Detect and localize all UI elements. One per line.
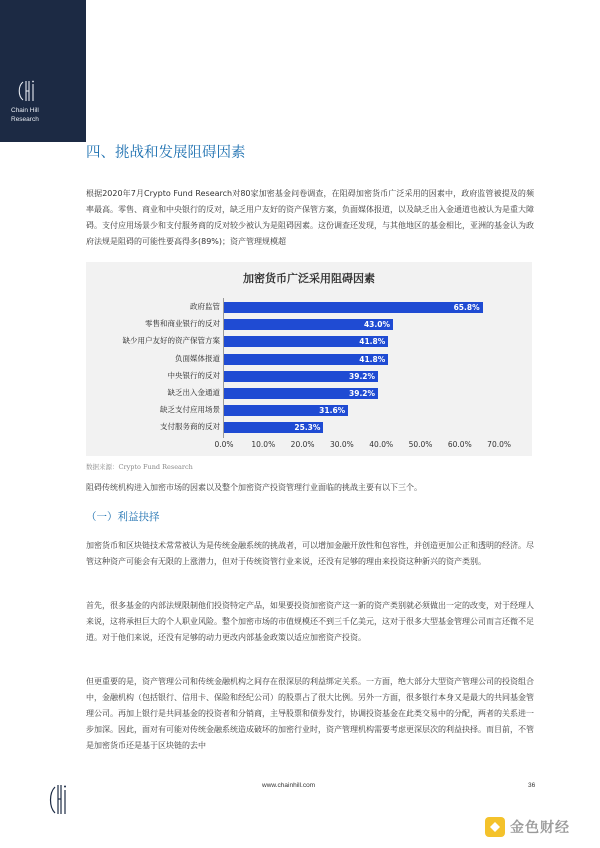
footer-logo-icon — [46, 781, 72, 817]
watermark-logo-icon — [484, 816, 506, 838]
chart-value-label: 43.0% — [363, 320, 390, 330]
footer-url[interactable]: www.chainhill.com — [262, 782, 316, 789]
chart-value-label: 39.2% — [349, 371, 376, 381]
source-note: 数据来源：Crypto Fund Research — [86, 463, 193, 471]
chart-x-tick-label: 60.0% — [447, 440, 472, 449]
sub-heading: （一）利益抉择 — [86, 511, 160, 523]
chart-x-tick-label: 30.0% — [329, 440, 354, 449]
chart-x-tick-label: 20.0% — [290, 440, 315, 449]
chart-category-label: 政府监管 — [190, 302, 220, 311]
chart-x-tick-label: 70.0% — [487, 440, 512, 449]
chart-category-label: 负面媒体报道 — [175, 353, 220, 363]
brand-name-line2: Research — [11, 116, 39, 123]
chart-category-label: 缺少用户友好的资产保管方案 — [122, 336, 220, 346]
chart-x-tick-label: 0.0% — [214, 440, 234, 449]
chart-value-label: 41.8% — [359, 337, 386, 347]
chart-value-label: 31.6% — [319, 406, 346, 416]
watermark-text: 金色财经 — [510, 820, 570, 836]
brand-sidebar-block — [0, 0, 86, 142]
watermark — [484, 816, 570, 838]
chart-x-tick-label: 10.0% — [251, 440, 276, 449]
paragraph-first: 首先，很多基金的内部法规限制他们投资特定产品，如果要投资加密资产这一新的资产类别就必须做出一定的改变，对于经理人来说，这将承担巨大的个人职业风险。整个加密市场的市值规模还不到三千亿美元，这对于很多大型基金管理公司而言还微不足道。对于他们来说，还没有足够的动力更改内部基金政策以适应加密资产投资。 — [86, 601, 534, 642]
chart-x-tick-label: 50.0% — [408, 440, 433, 449]
paragraph-interest: 加密货币和区块链技术常常被认为是传统金融系统的挑战者，可以增加金融开放性和包容性，并创造更加公正和透明的经济。尽管这种资产可能会有无限的上涨潜力，但对于传统资管行业来说，还没有足够的理由来投资这种新兴的资产类别。 — [86, 541, 534, 566]
chart-value-label: 25.3% — [294, 423, 321, 433]
obstacles-bar-chart — [86, 262, 532, 456]
chart-category-label: 缺乏支付应用场景 — [160, 405, 220, 415]
brand-name-line1: Chain Hill — [11, 107, 39, 114]
paragraph-more-important: 但更重要的是，资产管理公司和传统金融机构之间存在很深层的利益绑定关系。一方面，绝大部分大型资产管理公司的投资组合中，金融机构（包括银行、信用卡、保险和经纪公司）的股票占了很大比例。另外一方面，很多银行本身又是最大的共同基金管理公司。再加上银行是共同基金的投资者和分销商，主导股票和债券发行，协调投资基金在此类交易中的分配，两者的关系进一步加深。因此，面对有可能对传统金融系统造成破坏的加密行业时，资产管理机构需要考虑更深层次的利益抉择。而目前，不管是加密货币还是基于区块链的去中 — [86, 677, 534, 750]
page-number: 36 — [528, 782, 536, 789]
chart-value-label: 39.2% — [349, 389, 376, 398]
chart-title: 加密货币广泛采用阻碍因素 — [243, 272, 375, 285]
chart-value-label: 65.8% — [453, 303, 480, 312]
brand-name — [11, 106, 39, 124]
chart-category-label: 支付服务商的反对 — [160, 422, 220, 432]
chart-category-label: 缺乏出入金通道 — [167, 388, 220, 397]
chart-x-tick-label: 40.0% — [369, 440, 394, 449]
paragraph-intro: 根据2020年7月Crypto Fund Research对80家加密基金问卷调查，在阻碍加密货币广泛采用的因素中，政府监管被提及的频率最高。零售、商业和中央银行的反对，缺乏用户友好的资产保管方案，负面媒体报道，以及缺乏出入金通道也被认为是重大障碍。支付应用场景少和支付服务商的反对较少被认为是阻碍因素。这份调查还发现，与其他地区的基金相比，亚洲的基金认为政府法规是阻碍的可能性要高得多(89%)；资产管理规模超 — [86, 189, 534, 246]
paragraph-challenges-intro: 阻碍传统机构进入加密市场的因素以及整个加密资产投资管理行业面临的挑战主要有以下三个。 — [86, 483, 422, 492]
chart-value-label: 41.8% — [359, 354, 386, 364]
chart-category-label: 中央银行的反对 — [167, 370, 220, 380]
chain-hill-logo-icon — [14, 78, 40, 104]
section-heading: 四、挑战和发展阻碍因素 — [86, 145, 246, 161]
chart-category-label: 零售和商业银行的反对 — [145, 319, 220, 329]
